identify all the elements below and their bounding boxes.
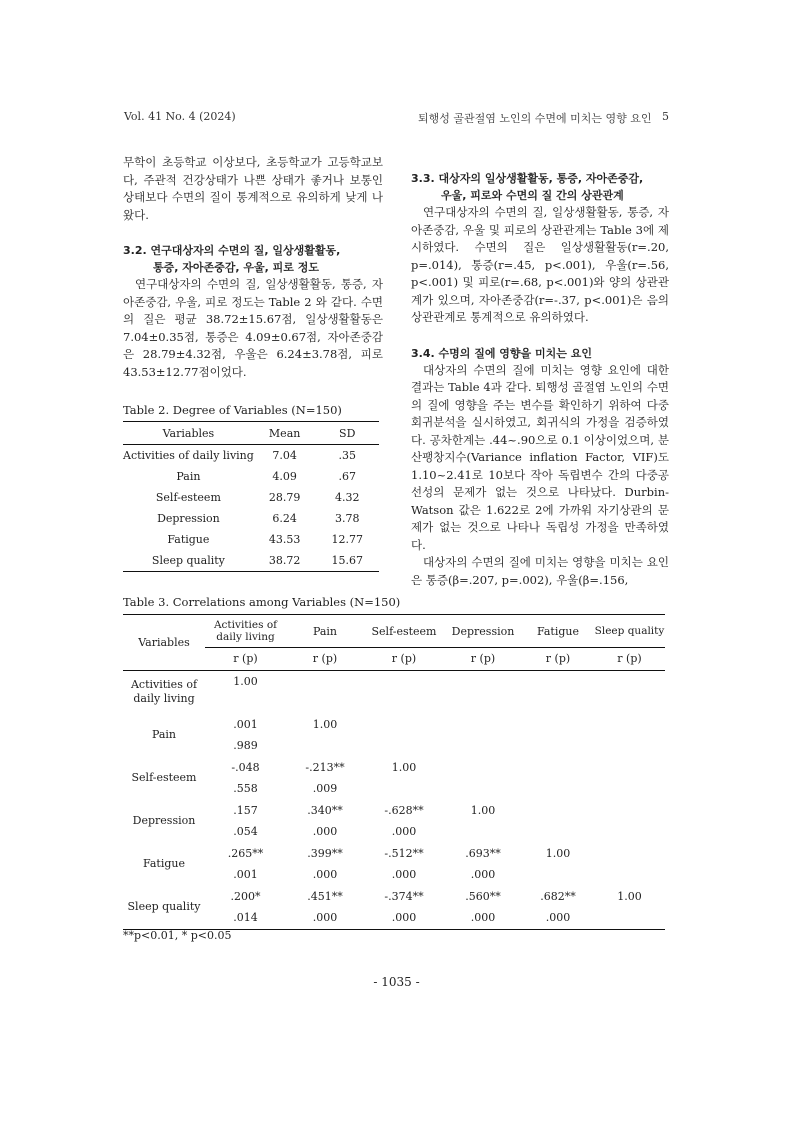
table3-subheader: r (p) xyxy=(312,652,338,666)
table-row: Fatigue 43.53 12.77 xyxy=(167,533,363,546)
table-cell xyxy=(522,692,594,714)
table-cell: .340** xyxy=(307,803,343,817)
table-cell: .989 xyxy=(233,739,258,753)
table-row xyxy=(123,714,665,736)
table3-col-header: Fatigue xyxy=(536,624,580,638)
table3-footnote: **p<0.01, * p<0.05 xyxy=(123,929,232,942)
table3-body xyxy=(123,670,665,929)
table-cell xyxy=(522,757,594,779)
table-cell xyxy=(594,907,665,929)
table-cell: -.213** xyxy=(305,760,345,774)
table-row xyxy=(123,692,665,714)
table-cell xyxy=(444,670,522,692)
table3-subheader: r (p) xyxy=(233,652,258,666)
left-column xyxy=(123,154,383,381)
table2-header: Variables xyxy=(162,426,215,440)
table-row xyxy=(123,735,665,757)
table-row: Sleep quality 38.72 15.67 xyxy=(151,554,363,567)
section-heading-3-3: 3.3. 대상자의 일상생활활동, 통증, 자아존중감, 우울, 피로와 수면의 질 간의 상관관계 xyxy=(411,172,644,202)
table3-subheader: r (p) xyxy=(391,652,417,666)
table-cell xyxy=(594,843,665,865)
row-label: Fatigue xyxy=(142,857,186,870)
table2-caption: Table 2. Degree of Variables (N=150) xyxy=(123,403,342,417)
table-cell xyxy=(444,821,522,843)
table-cell xyxy=(522,735,594,757)
right-column xyxy=(411,170,669,589)
table-cell xyxy=(594,757,665,779)
table-cell: 1.00 xyxy=(391,760,417,774)
table-cell xyxy=(444,757,522,779)
row-label: Self-esteem xyxy=(131,771,197,784)
table-row xyxy=(123,778,665,800)
table-cell xyxy=(364,692,444,714)
table-cell xyxy=(444,735,522,757)
table2 xyxy=(123,421,379,572)
table-cell xyxy=(444,714,522,736)
table-cell: .000 xyxy=(312,868,338,882)
table-cell xyxy=(286,670,364,692)
table-cell: .000 xyxy=(312,911,338,925)
table-cell: .000 xyxy=(470,911,496,925)
table-cell: 1.00 xyxy=(470,803,496,817)
table-cell xyxy=(364,670,444,692)
row-label: Pain xyxy=(151,728,177,741)
table3-variables-header: Variables xyxy=(138,635,190,649)
table-cell: .001 xyxy=(233,868,258,882)
table-cell xyxy=(522,800,594,822)
table-row xyxy=(123,821,665,843)
paragraph-intro: 무학이 초등학교 이상보다, 초등학교가 고등학교보다, 주관적 건강상태가 나쁜 상태가 좋거나 보통인 상태보다 수면의 질이 통계적으로 유의하게 낮게 나왔다. xyxy=(123,155,383,222)
table-row: Self-esteem 28.79 4.32 xyxy=(155,491,360,504)
table-row: Pain 4.09 .67 xyxy=(176,470,356,483)
table-row xyxy=(123,670,665,692)
table-cell: 1.00 xyxy=(545,846,571,860)
table-row xyxy=(123,864,665,886)
table-cell xyxy=(594,800,665,822)
table-row: Activities of daily living 7.04 .35 xyxy=(123,449,356,462)
table-cell: .000 xyxy=(391,911,417,925)
table-cell: .000 xyxy=(545,911,571,925)
table-cell: -.374** xyxy=(384,889,424,903)
table-cell: .054 xyxy=(233,825,258,839)
table3-col-header: Self-esteem xyxy=(371,624,437,638)
table-cell: .693** xyxy=(465,846,501,860)
table-cell: .014 xyxy=(233,911,258,925)
table-cell: 1.00 xyxy=(312,717,338,731)
running-header-page: 5 xyxy=(662,110,669,123)
paragraph-3-3: 연구대상자의 수면의 질, 일상생활활동, 통증, 자아존중감, 우울 및 피로의 상관관계는 Table 3에 제시하였다. 수면의 질은 일상생활활동(r=.20, p=.014), 통증(r=.45, p<.001), 우울(r=.56, p<.001) 및 피로(r=.68, p<.001)와 양의 상관관계가 있으며, 자아존중감(r=-.37, p<.001)은 음의 상관관계로 통계적으로 유의하였다. xyxy=(411,205,669,324)
table3-col-header: Depression xyxy=(451,624,515,638)
table-cell xyxy=(594,670,665,692)
table-cell xyxy=(522,864,594,886)
table-row xyxy=(123,757,665,779)
table-cell xyxy=(594,864,665,886)
table-row xyxy=(123,800,665,822)
table-cell xyxy=(444,778,522,800)
table-cell xyxy=(286,692,364,714)
section-heading-3-4: 3.4. 수명의 질에 영향을 미치는 요인 xyxy=(411,346,592,360)
table-cell: -.512** xyxy=(384,846,424,860)
table3-col-header: Activities of daily living xyxy=(213,619,278,643)
table3-col-header: Sleep quality xyxy=(594,625,665,637)
table-cell: .682** xyxy=(540,889,576,903)
table3 xyxy=(123,614,665,930)
table-cell xyxy=(522,821,594,843)
table-cell: .000 xyxy=(470,868,496,882)
table3-subheader: r (p) xyxy=(470,652,496,666)
table-cell xyxy=(594,692,665,714)
table3-subheader: r (p) xyxy=(617,652,642,666)
table-row xyxy=(123,907,665,929)
table-cell: .009 xyxy=(312,782,338,796)
table3-col-header: Pain xyxy=(312,624,338,638)
table-cell xyxy=(522,778,594,800)
table3-subheader: r (p) xyxy=(545,652,571,666)
row-label: Depression xyxy=(132,814,196,827)
table-cell: -.628** xyxy=(384,803,424,817)
table-cell: .451** xyxy=(307,889,343,903)
table-cell xyxy=(444,692,522,714)
table-cell xyxy=(364,714,444,736)
table-cell xyxy=(205,692,286,714)
paragraph-3-2: 연구대상자의 수면의 질, 일상생활활동, 통증, 자아존중감, 우울, 피로 정도는 Table 2 와 같다. 수면의 질은 평균 38.72±15.67점, 일상생활활동은 7.04±0.35점, 통증은 4.09±0.67점, 자아존중감은 28.79±4.32점, 우울은 6.24±3.78점, 피로 43.53±12.77점이었다. xyxy=(123,277,383,379)
table-cell xyxy=(594,735,665,757)
table-cell xyxy=(522,714,594,736)
table-cell: .560** xyxy=(465,889,501,903)
table-row xyxy=(123,886,665,908)
table2-header: SD xyxy=(339,426,356,440)
page-number: - 1035 - xyxy=(373,975,420,989)
table-cell: -.048 xyxy=(231,760,260,774)
running-header-left: Vol. 41 No. 4 (2024) xyxy=(124,110,236,123)
table-cell: .000 xyxy=(312,825,338,839)
table-cell: .000 xyxy=(391,825,417,839)
table-row: Depression 6.24 3.78 xyxy=(157,512,360,525)
table-cell xyxy=(364,778,444,800)
paragraph-3-4: 대상자의 수면의 질에 미치는 영향 요인에 대한 결과는 Table 4과 같다. 퇴행성 골절염 노인의 수면의 질에 영향을 주는 변수를 확인하기 위하여 다중회귀분석을 실시하였고, 회귀식의 가정을 검증하였다. 공차한계는 .44~.90으로 0.1 이상이었으며, 분산팽창지수(Variance inflation Factor, VIF)도 1.10~2.41로 10보다 작아 독립변수 간의 다중공선성의 문제가 없는 것으로 나타났다. Durbin-Watson 값은 1.622로 2에 가까워 자기상관의 문제가 없는 것으로 나타나 독립성 가정을 만족하였다. xyxy=(411,362,669,552)
row-label: Activities of daily living xyxy=(130,678,198,705)
table2-header: Mean xyxy=(268,426,301,440)
table-cell: .558 xyxy=(233,782,258,796)
section-heading-3-2: 3.2. 연구대상자의 수면의 질, 일상생활활동, 통증, 자아존중감, 우울, 피로 정도 xyxy=(123,244,341,274)
table-cell: .001 xyxy=(233,717,258,731)
running-header-title: 퇴행성 골관절염 노인의 수면에 미치는 영향 요인 xyxy=(418,112,652,125)
table-row xyxy=(123,843,665,865)
table-cell: .265** xyxy=(227,846,264,860)
table-cell: 1.00 xyxy=(233,674,258,688)
table-cell xyxy=(594,778,665,800)
table-cell xyxy=(364,735,444,757)
table-cell: .200* xyxy=(230,889,261,903)
paragraph-3-4-cont: 대상자의 수면의 질에 미치는 영향을 미치는 요인은 통증(β=.207, p=.002), 우울(β=.156, xyxy=(411,555,669,587)
table-cell xyxy=(594,714,665,736)
table-cell: .000 xyxy=(391,868,417,882)
table-cell xyxy=(522,670,594,692)
table-cell: 1.00 xyxy=(617,889,642,903)
table-cell xyxy=(594,821,665,843)
table-cell: .399** xyxy=(307,846,343,860)
table3-caption: Table 3. Correlations among Variables (N=150) xyxy=(123,595,401,609)
table-cell xyxy=(286,735,364,757)
table-cell: .157 xyxy=(233,803,258,817)
row-label: Sleep quality xyxy=(127,900,201,913)
